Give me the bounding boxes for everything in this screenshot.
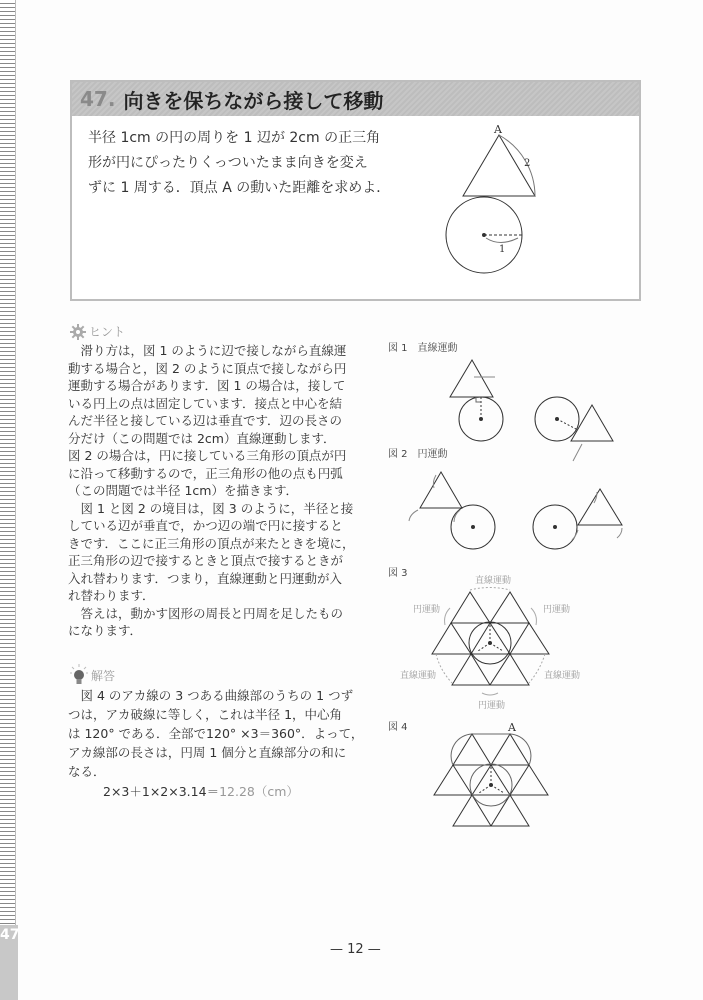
answer-line: つは，アカ破線に等しく，これは半径 1，中心角 xyxy=(68,707,343,722)
fig3-label-bottom: 円運動 xyxy=(478,701,506,711)
fig4-vertex-a-label: A xyxy=(508,721,516,734)
formula-result: 12.28（cm） xyxy=(219,784,299,799)
fig3-label-lower-left: 直線運動 xyxy=(400,671,437,681)
side-length-label: 2 xyxy=(524,158,531,169)
answer-line: アカ線部の長さは，円周 1 個分と直線部分の和に xyxy=(68,745,347,760)
fig3-label-top: 直線運動 xyxy=(475,576,512,586)
answer-label: 解答 xyxy=(91,668,116,683)
hint-line: 図 2 の場合は，円に接している三角形の頂点が円 xyxy=(68,448,347,463)
hint-line: 運動する場合があります．図 1 の場合は，接して xyxy=(68,378,346,393)
hint-line: 動する場合と，図 2 のように頂点で接しながら円 xyxy=(68,360,347,376)
formula-expression: 2×3＋1×2×3.14＝ xyxy=(103,784,220,799)
fig3-label-upper-right: 円運動 xyxy=(543,605,571,615)
vertex-a-label: A xyxy=(494,123,502,136)
fig3-caption: 図 3 xyxy=(388,568,408,579)
hint-line: んだ半径と接している辺は垂直です．辺の長さの xyxy=(68,413,343,428)
answer-line: は 120° である．全部で120° ×3＝360°．よって， xyxy=(68,726,364,741)
hint-line: きです．ここに正三角形の頂点が来たときを境に， xyxy=(68,535,355,551)
problem-number: 47. xyxy=(80,87,116,111)
hint-line: 図 1 と図 2 の境目は，図 3 のように，半径と接 xyxy=(68,500,354,516)
hint-line: になります． xyxy=(68,623,143,638)
fig1-diagram xyxy=(450,360,613,461)
problem-line: 半径 1cm の円の周りを 1 辺が 2cm の正三角 xyxy=(88,130,381,146)
hint-line: 入れ替わります．つまり，直線運動と円運動が入 xyxy=(68,570,343,586)
fig2-caption: 図 2 円運動 xyxy=(388,449,448,460)
fig3-label-upper-left: 円運動 xyxy=(413,605,441,615)
fig4-caption: 図 4 xyxy=(388,722,408,733)
fig1-caption: 図 1 直線運動 xyxy=(388,343,458,354)
radius-label: 1 xyxy=(499,244,506,255)
hint-line: （この問題では半径 1cm）を描きます． xyxy=(68,483,298,498)
hint-line: いる円上の点は固定しています．接点と中心を結 xyxy=(68,395,343,411)
hint-line: 滑り方は，図 1 のように辺で接しながら直線運 xyxy=(68,343,347,358)
answer-line: 図 4 のアカ線の 3 つある曲線部のうちの 1 つず xyxy=(68,688,354,703)
fig3-diagram xyxy=(432,588,549,696)
hint-label: ヒント xyxy=(89,325,126,339)
hint-line: している辺が垂直で，かつ辺の端で円に接すると xyxy=(68,518,343,533)
problem-line: 形が円にぴったりくっついたまま向きを変え xyxy=(88,155,368,171)
hint-line: 分だけ（この問題では 2cm）直線運動します． xyxy=(68,430,336,446)
answer-line: なる． xyxy=(68,764,106,779)
hint-line: 答えは，動かす図形の周長と円周を足したもの xyxy=(68,605,344,621)
page-number: — 12 — xyxy=(330,942,381,957)
fig3-label-lower-right: 直線運動 xyxy=(544,671,581,681)
fig4-diagram xyxy=(434,734,548,826)
hint-line: に沿って移動するので，正三角形の他の点も円弧 xyxy=(68,465,343,481)
problem-diagram xyxy=(446,135,535,273)
hint-line: れ替わります． xyxy=(68,588,155,603)
problem-title: 向きを保ちながら接して移動 xyxy=(123,88,384,113)
hint-line: 正三角形の辺で接するときと頂点で接するときが xyxy=(68,553,344,568)
fig2-diagram xyxy=(409,472,622,549)
chapter-tab: 47 xyxy=(0,925,18,1000)
problem-line: ずに 1 周する．頂点 A の動いた距離を求めよ． xyxy=(88,180,391,196)
